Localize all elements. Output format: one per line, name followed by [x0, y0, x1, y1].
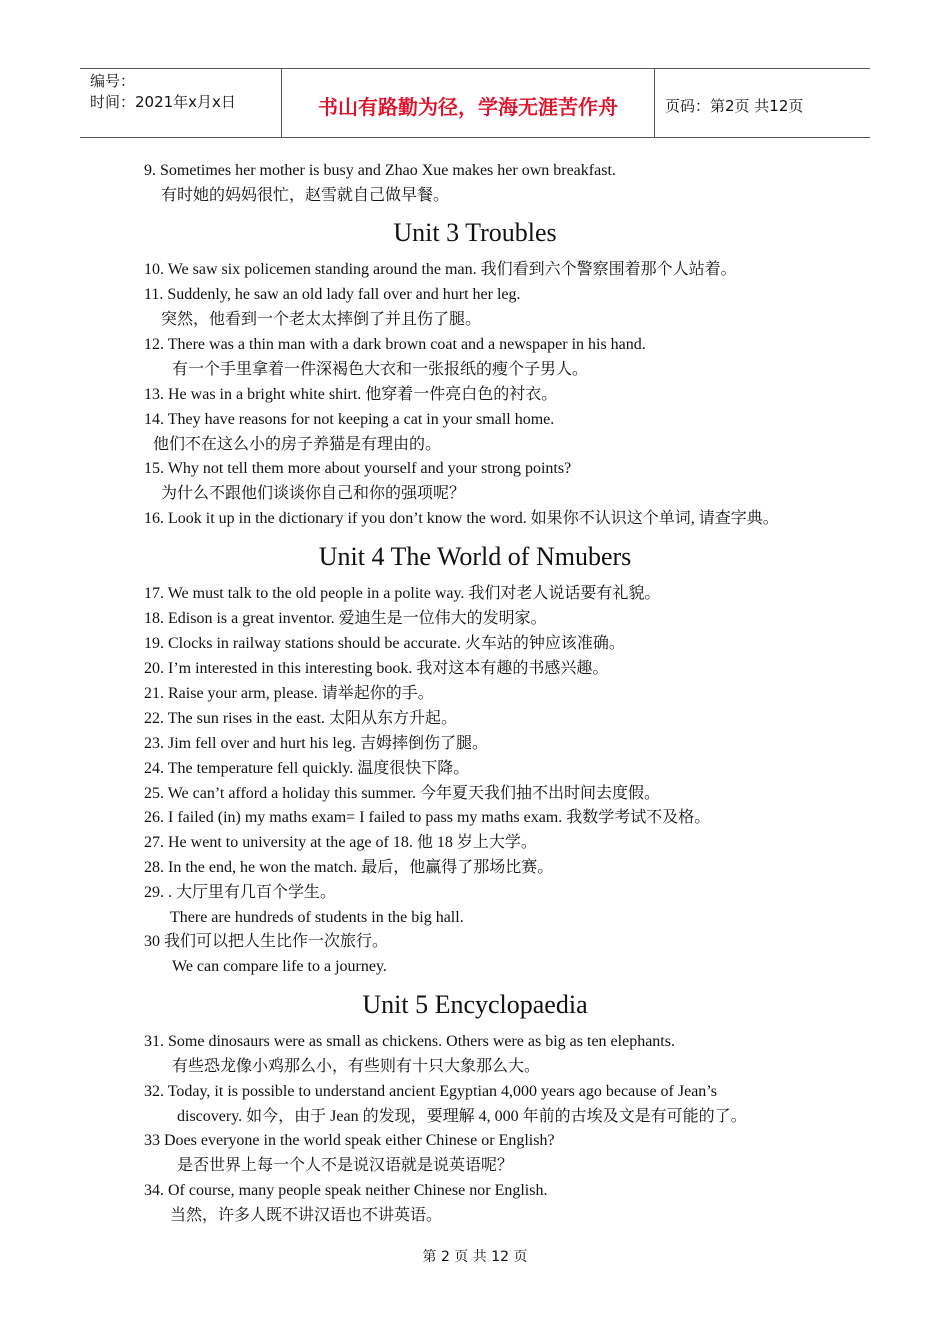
- text-line: 26. I failed (in) my maths exam= I failed to pass my maths exam. 我数学考试不及格。: [144, 809, 711, 826]
- page-footer: 第 2 页 共 12 页: [422, 1249, 528, 1265]
- text-line: 25. We can’t afford a holiday this summer. 今年夏天我们抽不出时间去度假。: [144, 785, 660, 802]
- text-line: There are hundreds of students in the big hall.: [170, 909, 464, 926]
- text-line: discovery. 如今，由于 Jean 的发现，要理解 4, 000 年前的古埃及文是有可能的了。: [177, 1108, 747, 1125]
- text-line: 为什么不跟他们谈谈你自己和你的强项呢？: [161, 485, 466, 502]
- text-line: 22. The sun rises in the east. 太阳从东方升起。: [144, 710, 458, 727]
- text-line: 19. Clocks in railway stations should be accurate. 火车站的钟应该准确。: [144, 635, 625, 652]
- unit-heading: Unit 3 Troubles: [393, 218, 557, 247]
- text-line: 30 我们可以把人生比作一次旅行。: [144, 933, 389, 950]
- header-motto: 书山有路勤为径，学海无涯苦作舟: [282, 69, 655, 137]
- text-line: 24. The temperature fell quickly. 温度很快下降。: [144, 760, 470, 777]
- text-line: 当然，许多人既不讲汉语也不讲英语。: [170, 1207, 443, 1224]
- number-label: 编号：: [90, 72, 136, 90]
- text-line: 21. Raise your arm, please. 请举起你的手。: [144, 685, 434, 702]
- text-line: 突然，他看到一个老太太摔倒了并且伤了腿。: [161, 311, 482, 328]
- text-line: 13. He was in a bright white shirt. 他穿着一件亮白色的衬衣。: [144, 386, 558, 403]
- header-page-info: 页码：第2页 共12页: [665, 96, 804, 115]
- text-line: 他们不在这么小的房子养猫是有理由的。: [153, 436, 442, 453]
- text-line: 12. There was a thin man with a dark brown coat and a newspaper in his hand.: [144, 336, 646, 353]
- text-line: 9. Sometimes her mother is busy and Zhao Xue makes her own breakfast.: [144, 162, 616, 179]
- text-line: 10. We saw six policemen standing around the man. 我们看到六个警察围着那个人站着。: [144, 261, 737, 278]
- text-line: 11. Suddenly, he saw an old lady fall over and hurt her leg.: [144, 286, 521, 303]
- text-line: 15. Why not tell them more about yourself and your strong points?: [144, 460, 572, 477]
- text-line: 33 Does everyone in the world speak either Chinese or English?: [144, 1132, 555, 1149]
- text-line: We can compare life to a journey.: [172, 958, 387, 975]
- text-line: 18. Edison is a great inventor. 爱迪生是一位伟大的发明家。: [144, 610, 547, 627]
- text-line: 23. Jim fell over and hurt his leg. 吉姆摔倒伤了腿。: [144, 735, 488, 752]
- text-line: 20. I’m interested in this interesting book. 我对这本有趣的书感兴趣。: [144, 660, 609, 677]
- header-meta: [80, 69, 282, 137]
- unit-heading: Unit 5 Encyclopaedia: [362, 990, 588, 1019]
- text-line: 27. He went to university at the age of 18. 他 18 岁上大学。: [144, 834, 537, 851]
- text-line: 14. They have reasons for not keeping a cat in your small home.: [144, 411, 555, 428]
- text-line: 有时她的妈妈很忙，赵雪就自己做早餐。: [161, 187, 450, 204]
- text-line: 34. Of course, many people speak neither Chinese nor English.: [144, 1182, 548, 1199]
- text-line: 17. We must talk to the old people in a polite way. 我们对老人说话要有礼貌。: [144, 585, 661, 602]
- text-line: 有些恐龙像小鸡那么小，有些则有十只大象那么大。: [172, 1058, 541, 1075]
- text-line: 16. Look it up in the dictionary if you don’t know the word. 如果你不认识这个单词, 请查字典。: [144, 510, 779, 527]
- text-line: 28. In the end, he won the match. 最后，他赢得了那场比赛。: [144, 859, 554, 876]
- text-line: 是否世界上每一个人不是说汉语就是说英语呢？: [177, 1157, 514, 1174]
- date-label: 时间：2021年x月x日: [90, 93, 236, 111]
- page-header: [80, 68, 870, 138]
- unit-heading: Unit 4 The World of Nmubers: [318, 542, 632, 571]
- text-line: 31. Some dinosaurs were as small as chickens. Others were as big as ten elephants.: [144, 1033, 675, 1050]
- text-line: 32. Today, it is possible to understand ancient Egyptian 4,000 years ago because of Jean’s: [144, 1083, 717, 1100]
- text-line: 有一个手里拿着一件深褐色大衣和一张报纸的瘦个子男人。: [172, 361, 589, 378]
- text-line: 29. . 大厅里有几百个学生。: [144, 884, 337, 901]
